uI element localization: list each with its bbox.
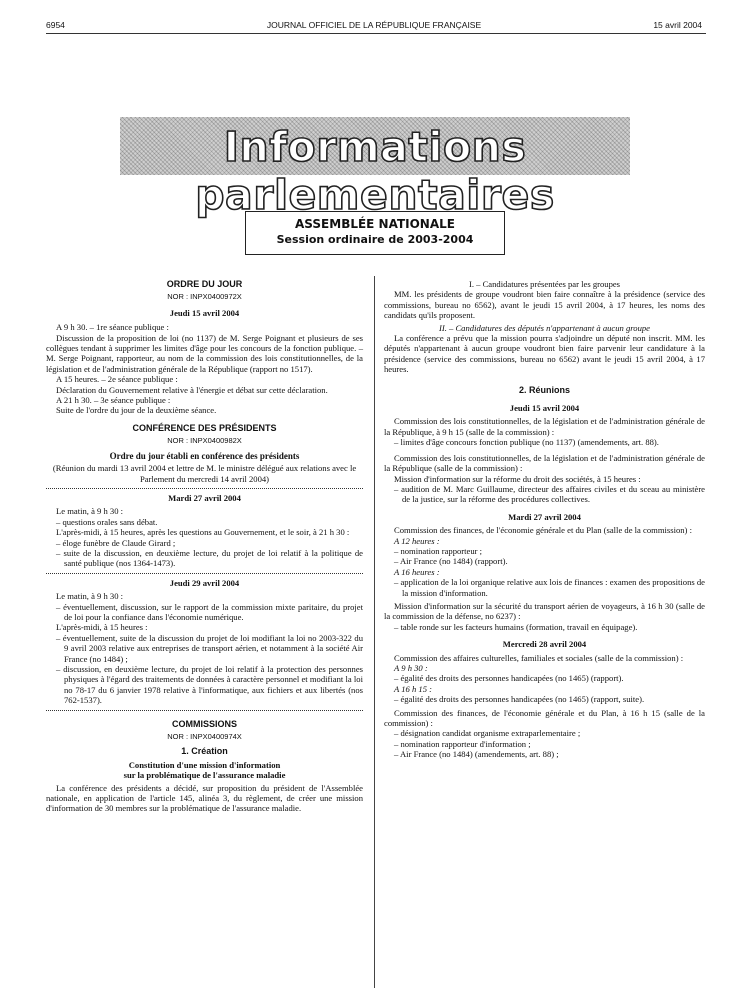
finances-commission-1: Commission des finances, de l'économie générale et du Plan (salle de la commission) : [394, 525, 692, 536]
cand2-title: II. – Candidatures des députés n'appartenant à aucun groupe [438, 322, 650, 333]
cult-time-1: A 9 h 30 : [394, 663, 428, 673]
r-mardi27-heading: Mardi 27 avril 2004 [508, 511, 581, 522]
creation-heading: 1. Création [181, 746, 228, 757]
j29-item-aerien: – éventuellement, suite de la discussion du projet de loi modifiant la loi no 2003-322 du 9 avril 2003 relative aux entreprises de transport aérien, et notamment à la société Air France (no 1484) ; [56, 632, 363, 664]
header-rule [46, 33, 706, 34]
mission-transport: Mission d'information sur la sécurité du transport aérien de voyageurs, à 16 h 30 (salle de la commission de la défense, no 6237) : [384, 600, 705, 622]
lois-commission-2: Commission des lois constitutionnelles, de la législation et de l'administration générale de la République (salle de la commission) : [384, 452, 705, 474]
m27-matin: Le matin, à 9 h 30 : [56, 506, 124, 517]
r-mercredi28-heading: Mercredi 28 avril 2004 [502, 639, 587, 650]
j29-apres-midi: L'après-midi, à 15 heures : [56, 622, 148, 633]
seance3-text: Suite de l'ordre du jour de la deuxième séance. [56, 405, 217, 416]
conf-title: CONFÉRENCE DES PRÉSIDENTS [132, 422, 277, 433]
constitution-line1: Constitution d'une mission d'information [128, 759, 281, 770]
finances-commission-2: Commission des finances, de l'économie générale et du Plan, à 16 h 15 (salle de la commission) : [384, 707, 705, 729]
cult-item-2: – égalité des droits des personnes handicapées (no 1465) (rapport, suite). [394, 694, 645, 705]
ordre-title: ORDRE DU JOUR [166, 279, 243, 289]
cand1-title: I. – Candidatures présentées par les groupes [468, 279, 621, 289]
constitution-line2: sur la problématique de l'assurance maladie [123, 770, 286, 781]
cult-time-2: A 16 h 15 : [394, 683, 433, 694]
conf-reunion: (Réunion du mardi 13 avril 2004 et lettre de M. le ministre délégué aux relations avec le Parlement du mercredi 14 avril 2004) [52, 463, 357, 484]
fin1-time-2: A 16 heures : [394, 566, 440, 577]
fin1-item-1: – nomination rapporteur ; [394, 545, 483, 556]
cult-item-1: – égalité des droits des personnes handicapées (no 1465) (rapport). [394, 673, 624, 684]
seance2-text: Déclaration du Gouvernement relative à l'énergie et débat sur cette déclaration. [56, 384, 328, 395]
banner-title: Informations parlementaires [195, 123, 555, 219]
separator [46, 488, 363, 489]
lois1-item: – limites d'âge concours fonction publique (no 1137) (amendements, art. 88). [394, 437, 659, 448]
j29-matin: Le matin, à 9 h 30 : [56, 591, 124, 602]
assembly-box [245, 211, 505, 255]
j29-item-donnees: – discussion, en deuxième lecture, du projet de loi relatif à la protection des personnes physiques à l'égard des traitements de données à caractère personnel et modifiant la loi no 78-17 du 6 janvier 1978 relative à l'informatique, aux fichiers et aux libertés (nos 762-1537). [56, 664, 363, 706]
fin1-item-3: – application de la loi organique relative aux lois de finances : examen des propositions de la mission d'information. [394, 577, 705, 598]
m27-item-eloge: – éloge funèbre de Claude Girard ; [56, 537, 176, 548]
mission-societes: Mission d'information sur la réforme du droit des sociétés, à 15 heures : [394, 473, 641, 484]
fin2-item-2: – nomination rapporteur d'information ; [394, 738, 531, 749]
seance3-time: A 21 h 30. – 3e séance publique : [56, 395, 171, 406]
mission-societes-item: – audition de M. Marc Guillaume, directeur des affaires civiles et du sceau au ministère de la justice, sur la réforme des procédures collectives. [394, 483, 705, 505]
reunions-heading: 2. Réunions [518, 384, 570, 395]
ordre-nor: NOR : INPX0400972X [167, 292, 242, 302]
conf-subtitle: Ordre du jour établi en conférence des présidents [109, 450, 300, 461]
mardi27-heading: Mardi 27 avril 2004 [168, 492, 241, 503]
session-name: Session ordinaire de 2003-2004 [276, 233, 474, 246]
cand2-text: La conférence a prévu que la mission pourra s'adjoindre un député non inscrit. MM. les députés n'appartenant à aucun groupe voudront bien faire parvenir leur candidature à la présidence (service des commissions, bureau no 6562) avant le jeudi 15 avril 2004, à 17 heures. [384, 333, 705, 375]
lois-commission-1: Commission des lois constitutionnelles, de la législation et de l'administration générale de la République, à 9 h 15 (salle de la commission) : [384, 416, 705, 437]
right-column [384, 279, 705, 760]
column-divider [374, 276, 375, 988]
section-banner [120, 117, 630, 219]
j29-item-numerique: – éventuellement, discussion, sur le rapport de la commission mixte paritaire, du projet de loi pour la confiance dans l'économie numérique. [56, 601, 363, 622]
fin2-item-1: – désignation candidat organisme extraparlementaire ; [394, 728, 581, 739]
seance1-time: A 9 h 30. – 1re séance publique : [56, 322, 169, 333]
fin2-item-3: – Air France (no 1484) (amendements, art. 88) ; [394, 749, 559, 760]
commissions-nor: NOR : INPX0400974X [167, 732, 242, 742]
journal-title: JOURNAL OFFICIEL DE LA RÉPUBLIQUE FRANÇAISE [266, 20, 482, 30]
seance2-time: A 15 heures. – 2e séance publique : [56, 374, 178, 385]
m27-apres-midi: L'après-midi, à 15 heures, après les questions au Gouvernement, et le soir, à 21 h 30 : [56, 527, 350, 538]
seance1-text: Discussion de la proposition de loi (no 1137) de M. Serge Poignant et plusieurs de ses collègues tendant à supprimer les limites d'âge pour les concours de la fonction publique. – M. Serge Poignant, rapporteur, au nom de la commission des lois constitutionnelles, de la législation et de l'administration générale de la République (rapport no 1517). [46, 332, 363, 374]
conf-nor: NOR : INPX0400982X [167, 436, 242, 446]
left-column [46, 279, 363, 814]
page-number: 6954 [46, 20, 65, 30]
cand1-text: MM. les présidents de groupe voudront bien faire connaître à la présidence (service des commissions, bureau no 6562), avant le jeudi 15 avril 2004, à 17 heures, les noms des candidats qu'ils proposent. [384, 289, 705, 321]
creation-text: La conférence des présidents a décidé, sur proposition du président de l'Assemblée nationale, en application de l'article 145, alinéa 3, du règlement, de créer une mission d'information de 30 membres sur la problématique de l'assurance maladie. [46, 782, 363, 814]
issue-date: 15 avril 2004 [653, 20, 702, 30]
r-jeudi15-heading: Jeudi 15 avril 2004 [509, 403, 580, 414]
jeudi15-heading: Jeudi 15 avril 2004 [169, 307, 240, 318]
fin1-time-1: A 12 heures : [394, 535, 440, 546]
separator [46, 710, 363, 711]
fin1-item-2: – Air France (no 1484) (rapport). [394, 556, 508, 567]
m27-questions: – questions orales sans débat. [56, 516, 158, 527]
m27-item-sante: – suite de la discussion, en deuxième lecture, du projet de loi relatif à la politique de santé publique (nos 1364-1473). [56, 547, 363, 569]
commissions-title: COMMISSIONS [171, 718, 237, 729]
culturelles-commission: Commission des affaires culturelles, familiales et sociales (salle de la commission) : [394, 652, 684, 663]
mission-transport-item: – table ronde sur les facteurs humains (formation, travail en équipage). [394, 621, 638, 632]
jeudi29-heading: Jeudi 29 avril 2004 [169, 577, 240, 588]
separator [46, 573, 363, 574]
assembly-name: ASSEMBLÉE NATIONALE [295, 217, 455, 231]
